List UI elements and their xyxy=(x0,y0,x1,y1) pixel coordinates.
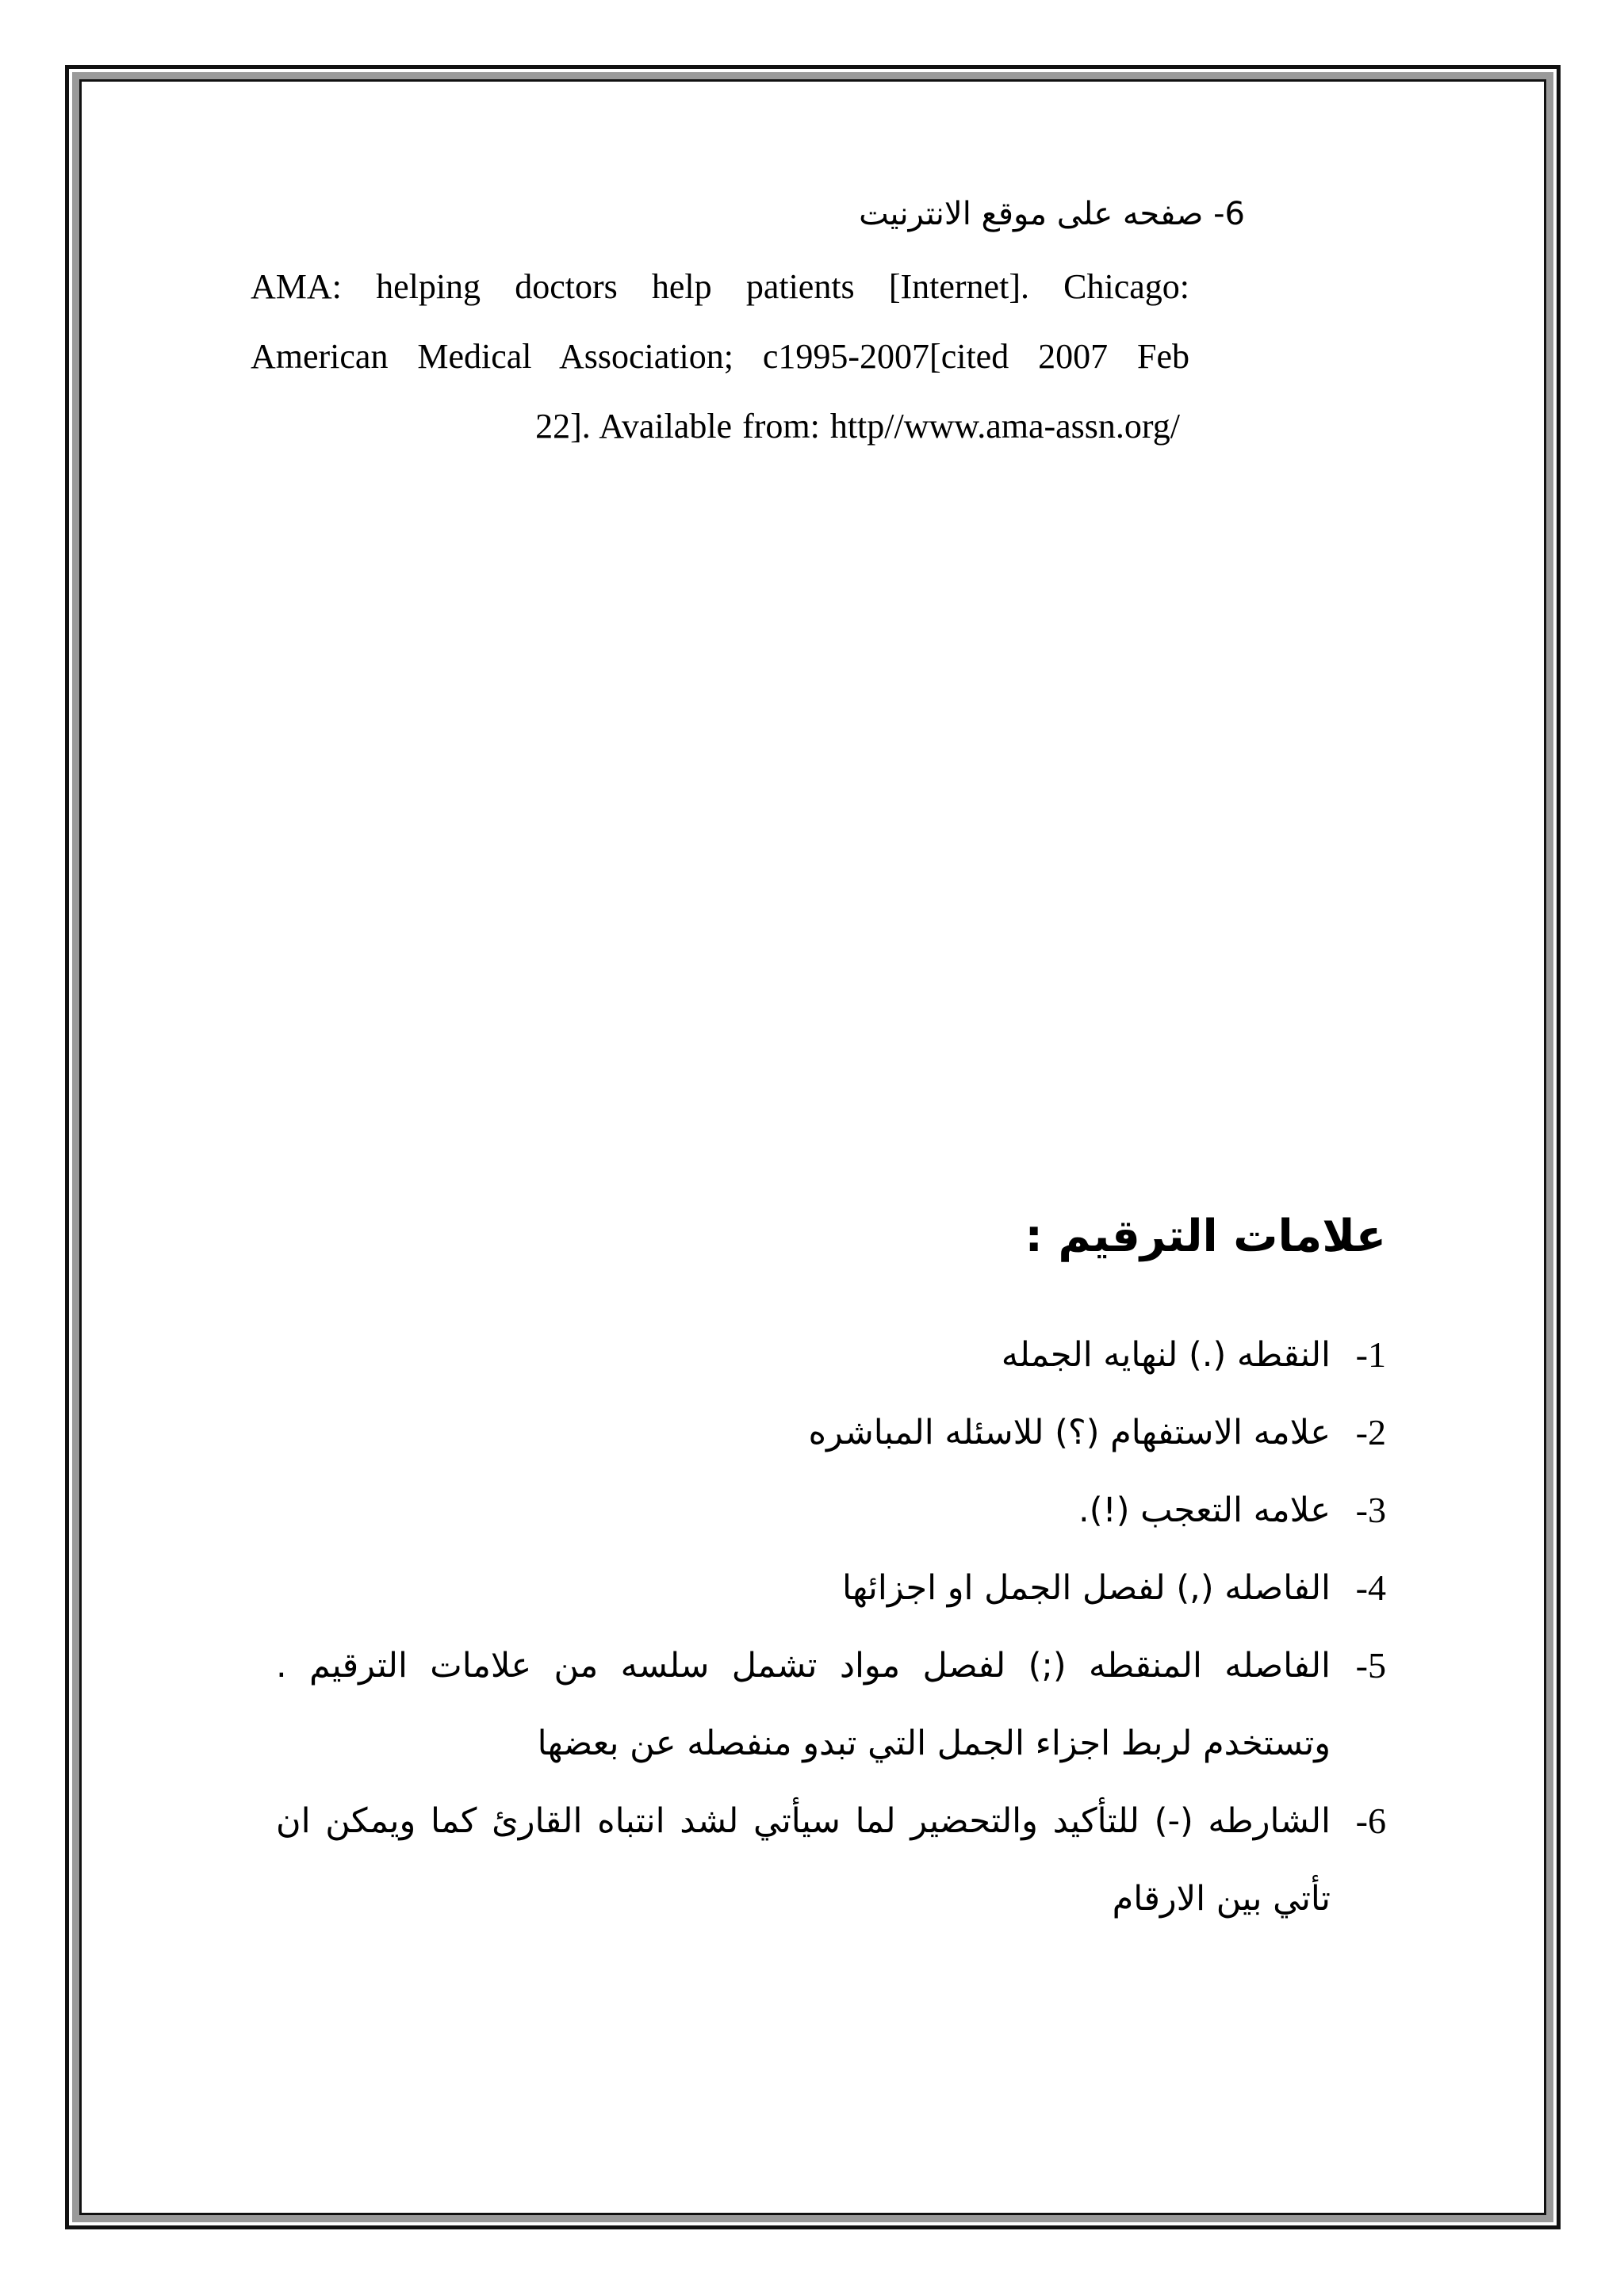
reference-heading-text: صفحه على موقع الانترنيت xyxy=(859,196,1204,232)
reference-heading-number: 6- xyxy=(1213,196,1245,232)
list-item-number: 3- xyxy=(1355,1490,1386,1530)
list-item-number: 6- xyxy=(1355,1800,1386,1841)
punctuation-list xyxy=(276,1316,1386,1938)
citation-line-1: AMA: helping doctors help patients [Internet]. Chicago: xyxy=(251,267,1189,306)
list-item-number: 4- xyxy=(1355,1567,1386,1608)
reference-citation xyxy=(251,252,1189,461)
list-item-text: الفاصله المنقطه (;) لفصل مواد تشمل سلسه من علامات الترقيم . وتستخدم لربط اجزاء الجمل التي تبدو منفصله عن بعضها xyxy=(276,1646,1331,1763)
list-item-text: الفاصله (,) لفصل الجمل او اجزائها xyxy=(841,1568,1331,1608)
list-item xyxy=(276,1627,1386,1782)
reference-heading xyxy=(611,190,1245,238)
list-item-text: النقطه (.) لنهايه الجمله xyxy=(1001,1335,1331,1375)
citation-line-3: 22]. Available from: http//www.ama-assn.org/ xyxy=(535,407,1180,446)
list-item xyxy=(276,1471,1386,1549)
list-item-number: 5- xyxy=(1355,1645,1386,1686)
list-item-text: علامه الاستفهام (؟) للاسئله المباشره xyxy=(808,1413,1331,1452)
list-item xyxy=(276,1394,1386,1471)
section-title: علامات الترقيم : xyxy=(1025,1211,1386,1262)
list-item-number: 2- xyxy=(1355,1412,1386,1452)
list-item xyxy=(276,1782,1386,1938)
list-item-text: علامه التعجب (!). xyxy=(1078,1490,1331,1530)
list-item xyxy=(276,1316,1386,1394)
citation-line-2: American Medical Association; c1995-2007[cited 2007 Feb xyxy=(251,337,1189,376)
list-item xyxy=(276,1549,1386,1627)
list-item-number: 1- xyxy=(1355,1334,1386,1375)
list-item-text: الشارطه (-) للتأكيد والتحضير لما سيأتي لشد انتباه القارئ كما ويمكن ان تأتي بين الارقام xyxy=(276,1801,1331,1919)
